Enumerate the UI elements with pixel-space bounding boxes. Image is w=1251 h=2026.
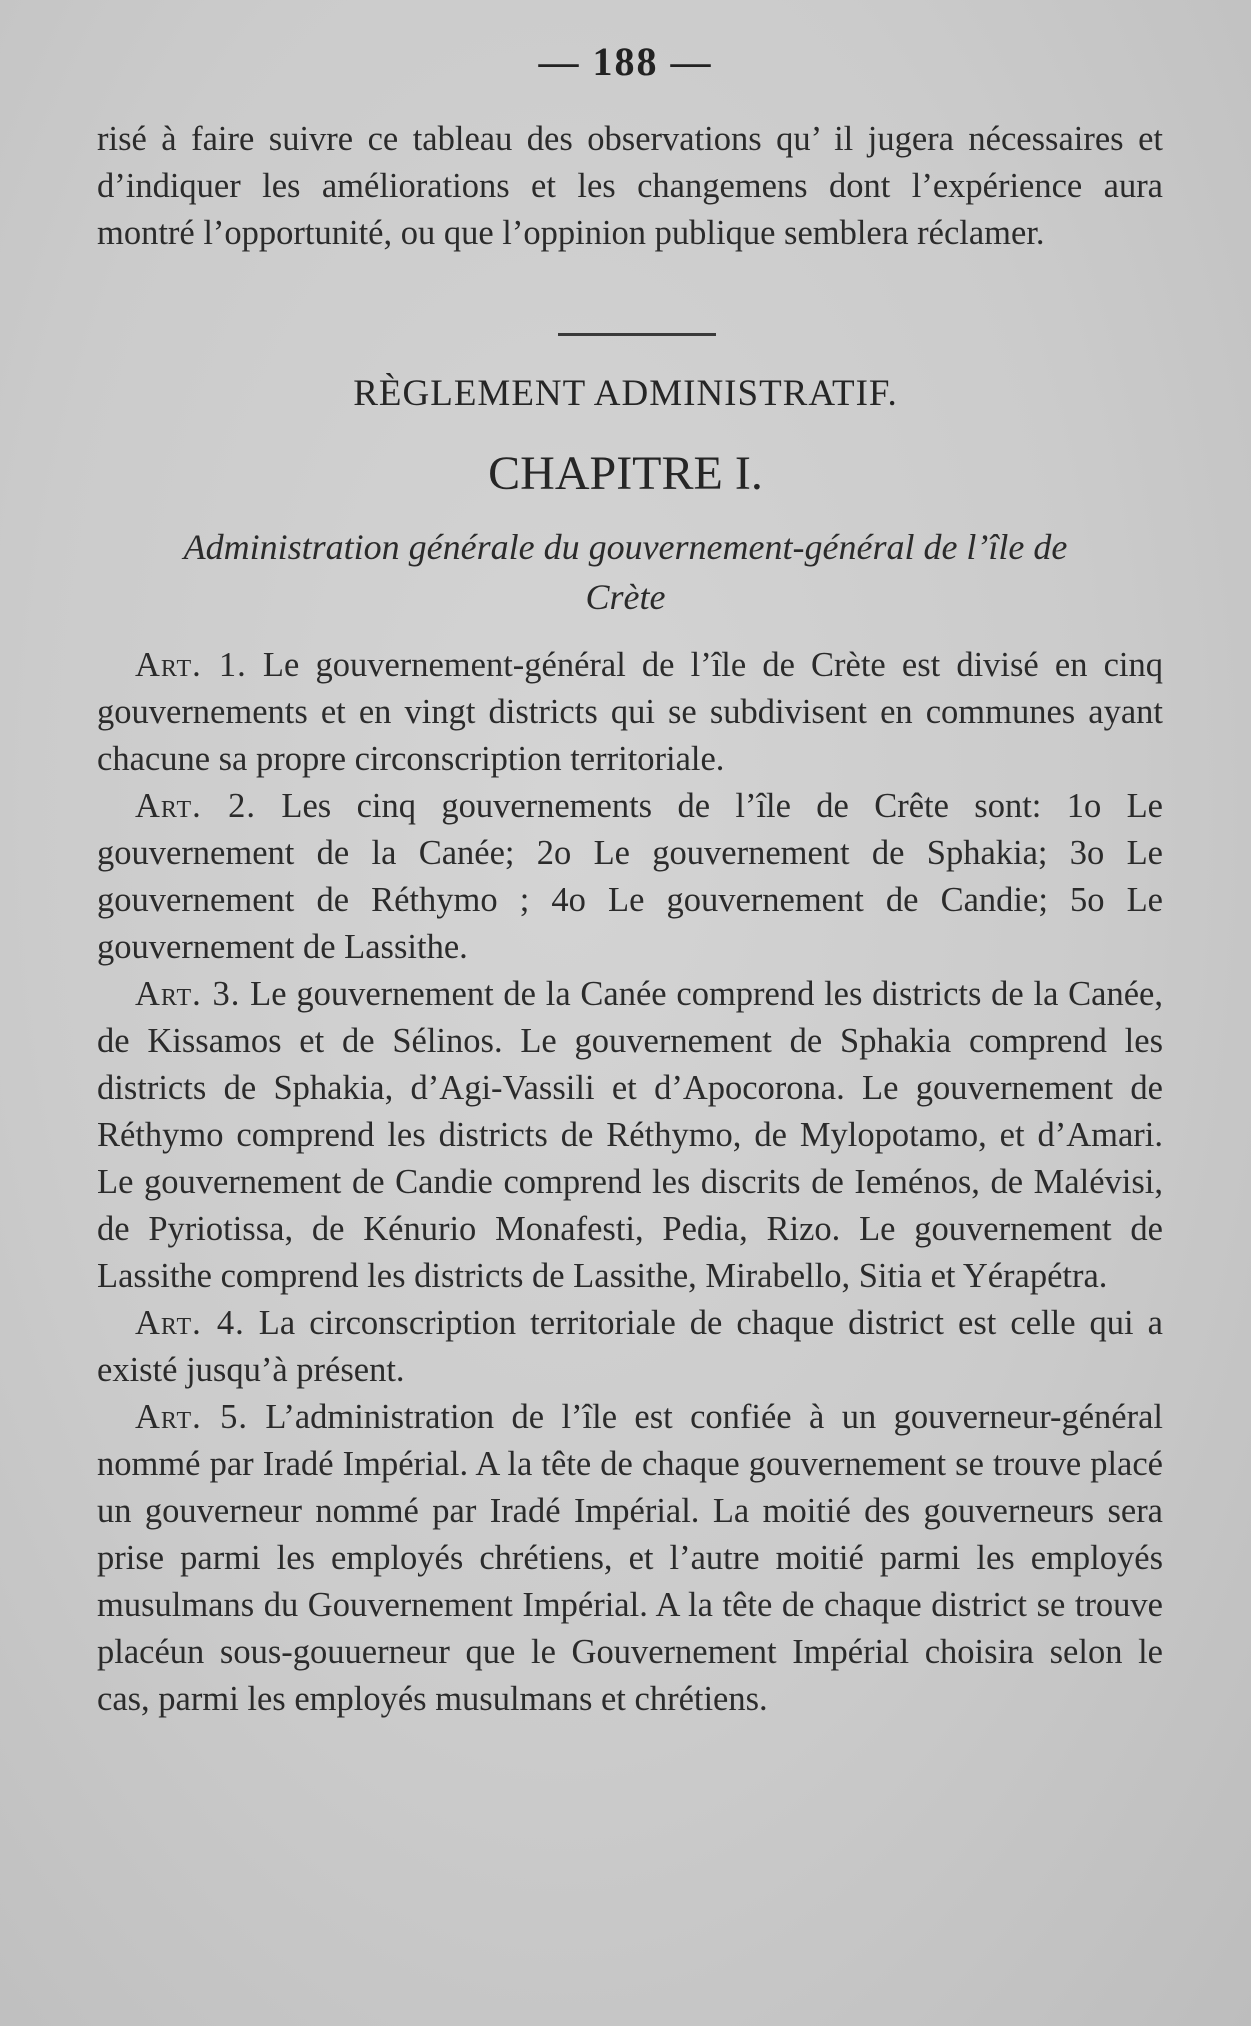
chapter-subtitle: Administration générale du gouvernement-général de l’île de Crète — [183, 527, 1068, 617]
article-text: La circonscription territoriale de chaque district est celle qui a existé jusqu’à présent. — [97, 1304, 1164, 1389]
article-label: Art. 1. — [135, 646, 247, 684]
article-label: Art. 2. — [135, 787, 257, 825]
article-1 — [97, 642, 1163, 783]
article-2 — [97, 783, 1163, 971]
article-5 — [97, 1394, 1163, 1723]
article-text: L’administration de l’île est confiée à un gouverneur-général nommé par Iradé Impérial. A la tête de chaque gouvernement se trouve placé un gouverneur nommé par Iradé Impérial. La moitié des gouverneurs sera prise parmi les employés chrétiens, et l’autre moitié parmi les employés musulmans du Gouvernement Impérial. A la tête de chaque district se trouve placéun sous-gouuerneur que le Gouvernement Impérial choisira selon le cas, parmi les employés musulmans et chrétiens. — [97, 1398, 1163, 1718]
article-text: Le gouvernement de la Canée comprend les districts de la Canée, de Kissamos et de Sélinos. Le gouvernement de Sphakia comprend les districts de Sphakia, d’Agi-Vassili et d’Apocorona. Le gouvernement de Réthymo comprend les districts de Réthymo, de Mylopotamo, et d’Amari. Le gouvernement de Candie comprend les discrits de Ieménos, de Malévisi, de Pyriotissa, de Kénurio Monafesti, Pedia, Rizo. Le gouvernement de Lassithe comprend les districts de Lassithe, Mirabello, Sitia et Yérapétra. — [97, 975, 1163, 1295]
section-heading: RÈGLEMENT ADMINISTRATIF. — [353, 373, 898, 414]
section-divider — [558, 333, 716, 336]
intro-paragraph: risé à faire suivre ce tableau des observations qu’ il jugera nécessaires et d’indiquer les améliorations et les changemens dont l’expérience aura montré l’opportunité, ou que l’oppinion publique semblera réclamer. — [97, 120, 1163, 252]
articles-list — [97, 642, 1163, 1723]
article-label: Art. 3. — [135, 975, 241, 1013]
article-text: Le gouvernement-général de l’île de Crète est divisé en cinq gouvernements et en vingt districts qui se subdivisent en communes ayant chacune sa propre circonscription territoriale. — [97, 646, 1163, 778]
chapter-heading: CHAPITRE I. — [488, 447, 763, 500]
article-label: Art. 5. — [135, 1398, 249, 1436]
article-3 — [97, 971, 1163, 1300]
article-label: Art. 4. — [135, 1304, 245, 1342]
page-number: — 188 — — [538, 39, 713, 84]
article-text: Les cinq gouvernements de l’île de Crête sont: 1o Le gouvernement de la Canée; 2o Le gouvernement de Sphakia; 3o Le gouvernement de Réthymo ; 4o Le gouvernement de Candie; 5o Le gouvernement de Lassithe. — [97, 787, 1163, 966]
article-4 — [97, 1300, 1163, 1394]
